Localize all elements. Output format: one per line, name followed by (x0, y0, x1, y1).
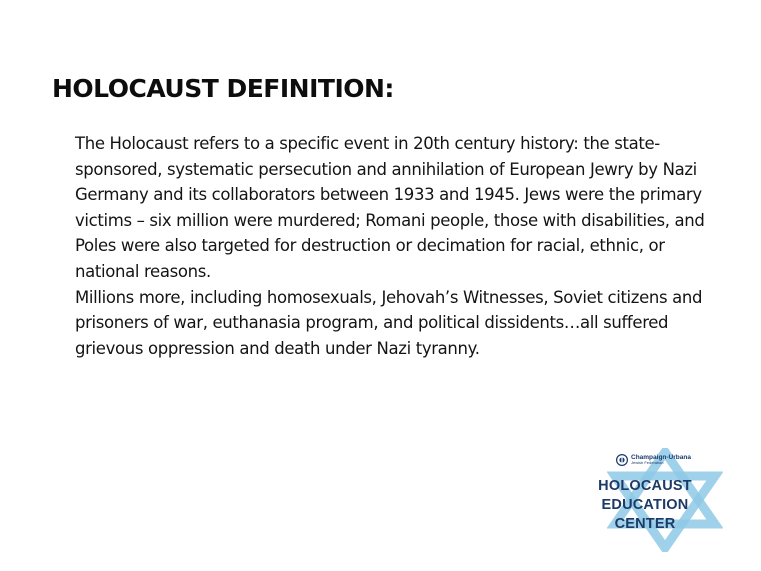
federation-subtitle: Jewish Federation (631, 460, 664, 466)
holocaust-education-center-logo (585, 448, 745, 552)
logo-line-center: CENTER (614, 516, 676, 532)
slide-title: HOLOCAUST DEFINITION: (52, 74, 394, 103)
federation-mark (616, 453, 691, 467)
slide-body (75, 131, 725, 361)
additional-victims-paragraph: Millions more, including homosexuals, Jehovah’s Witnesses, Soviet citizens and prisoners of war, euthanasia program, and political dissidents…all suffered grievous oppression and death under Nazi tyranny. (75, 287, 703, 358)
logo-wordmark (585, 477, 705, 534)
logo-line-holocaust: HOLOCAUST (598, 478, 692, 494)
definition-paragraph: The Holocaust refers to a specific event in 20th century history: the state-sponsored, systematic persecution and annihilation of European Jewry by Nazi Germany and its collaborators between 1933 and 1945. Jews were the primary victims – six million were murdered; Romani people, those with disabilities, and Poles were also targeted for destruction or decimation for racial, ethnic, or national reasons. (75, 134, 705, 281)
federation-name: Champaign-Urbana (631, 453, 691, 461)
federation-seal-icon (616, 454, 628, 466)
logo-line-education: EDUCATION (601, 497, 689, 513)
